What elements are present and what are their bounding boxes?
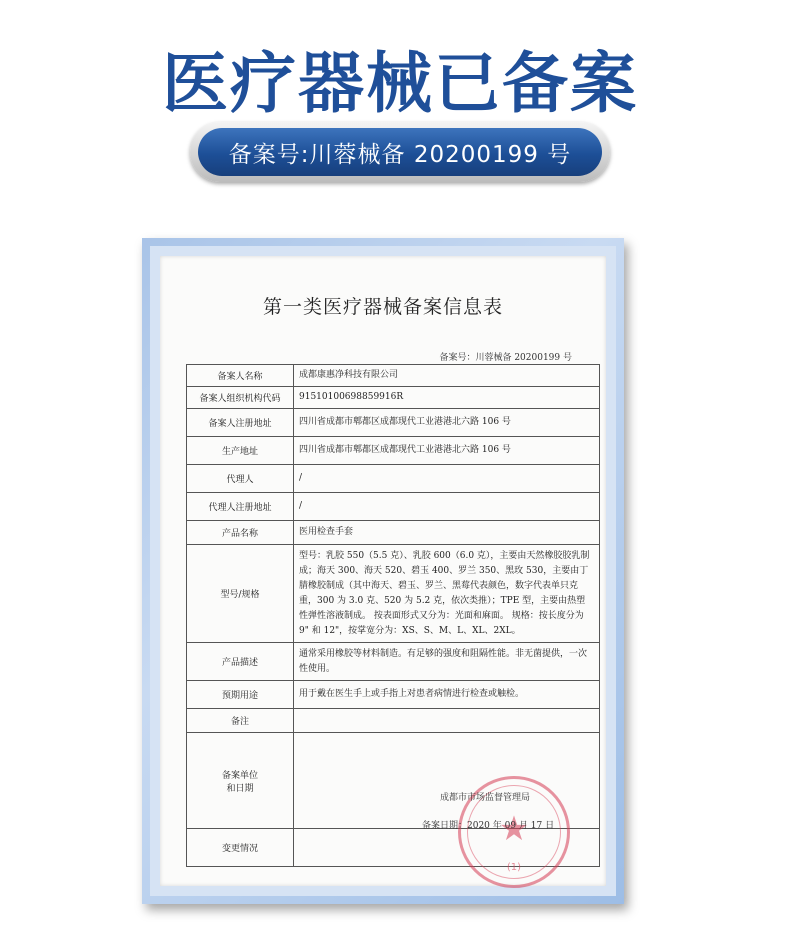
issuer-name: 成都市市场监督管理局 (440, 793, 531, 803)
row-label: 代理人 (187, 465, 294, 493)
row-label: 备注 (187, 709, 294, 733)
row-value: / (294, 493, 600, 521)
document-title: 第一类医疗器械备案信息表 (262, 296, 503, 318)
table-row (187, 465, 600, 493)
registration-banner (190, 122, 610, 182)
row-label: 型号/规格 (187, 545, 294, 643)
table-row (187, 493, 600, 521)
row-label: 备案人名称 (187, 365, 294, 387)
row-label: 生产地址 (187, 437, 294, 465)
seal-star-icon: ★ (498, 809, 530, 849)
table-row (187, 709, 600, 733)
row-label: 预期用途 (187, 681, 294, 709)
filing-date: 备案日期：2020 年 09 月 17 日 (422, 821, 555, 831)
row-label: 产品名称 (187, 521, 294, 545)
table-row (187, 545, 600, 643)
row-label: 备案单位 和日期 (187, 733, 294, 829)
registration-banner-text: 备案号:川蓉械备 20200199 号 (198, 128, 602, 176)
document-reg-number: 备案号：川蓉械备 20200199 号 (439, 353, 572, 363)
row-label: 代理人注册地址 (187, 493, 294, 521)
row-value: 成都康惠净科技有限公司 (294, 365, 600, 387)
table-row (187, 437, 600, 465)
row-label: 备案人组织机构代码 (187, 387, 294, 409)
row-label: 产品描述 (187, 643, 294, 681)
row-value: 四川省成都市郫都区成都现代工业港港北六路 106 号 (294, 437, 600, 465)
row-value: 医用检查手套 (294, 521, 600, 545)
certificate-paper (160, 256, 606, 886)
row-value: 型号：乳胶 550（5.5 克）、乳胶 600（6.0 克），主要由天然橡胶胶乳制成；海天 300、海天 520、碧玉 400、罗兰 350、黑玫 530，主要由丁腈橡胶制成（其中海天、碧玉、罗兰、黑莓代表颜色，数字代表单只克重，300 为 3.0 克、520 为 5.2 克，依次类推）；TPE 型，主要由热塑性弹性溶液制成。 按表面形式又分为：光面和麻面。 规格：按长度分为 9" 和 12"，按掌宽分为：XS、S、M、L、XL、2XL。 (294, 545, 600, 643)
row-value: / (294, 465, 600, 493)
row-value: 通常采用橡胶等材料制造。有足够的强度和阻隔性能。非无菌提供，一次性使用。 (294, 643, 600, 681)
row-value: 用于戴在医生手上或手指上对患者病情进行检查或触检。 (294, 681, 600, 709)
row-value (294, 709, 600, 733)
row-value: 四川省成都市郫都区成都现代工业港港北六路 106 号 (294, 409, 600, 437)
table-row (187, 643, 600, 681)
table-row (187, 387, 600, 409)
row-value: 91510100698859916R (294, 387, 600, 409)
table-row (187, 365, 600, 387)
frame-mat (150, 246, 616, 896)
page-title: 医疗器械已备案 (162, 45, 638, 122)
row-label: 变更情况 (187, 829, 294, 867)
certificate-frame (142, 238, 624, 904)
seal-number: (1) (506, 862, 522, 873)
row-label: 备案人注册地址 (187, 409, 294, 437)
table-row (187, 409, 600, 437)
table-row (187, 681, 600, 709)
table-row (187, 521, 600, 545)
